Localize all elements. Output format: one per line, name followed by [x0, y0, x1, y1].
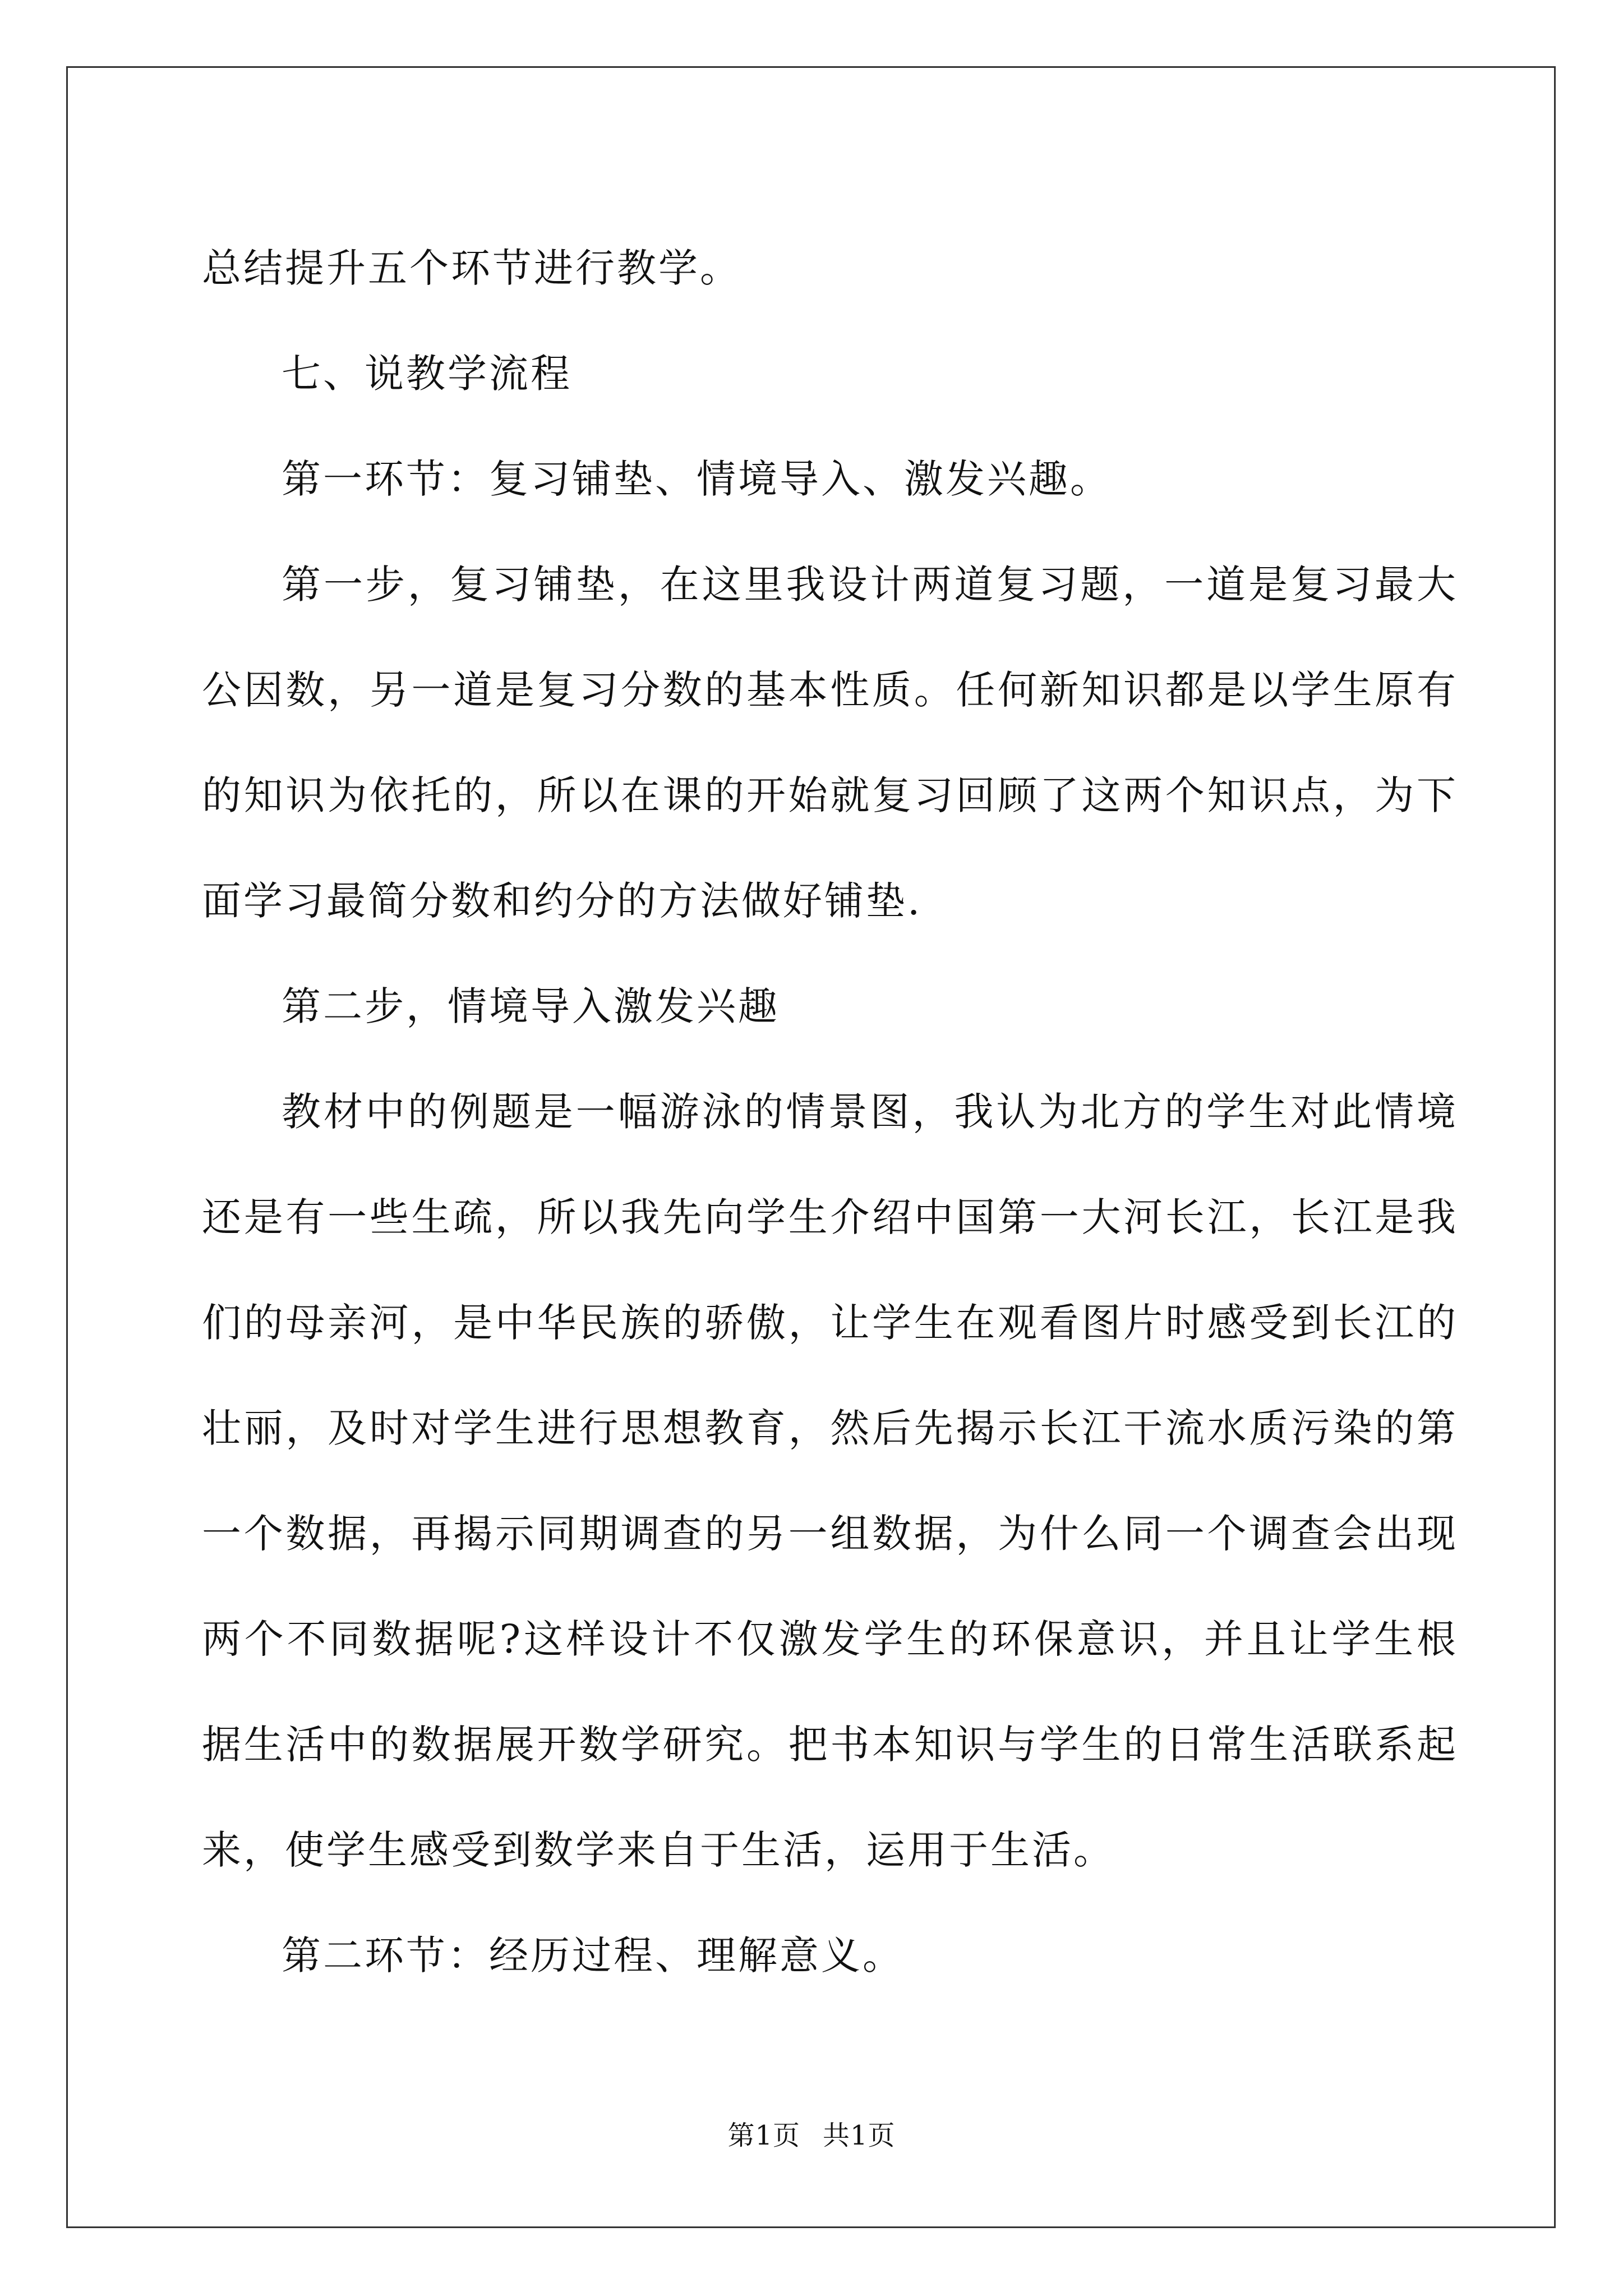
paragraph: 第一步，复习铺垫，在这里我设计两道复习题，一道是复习最大公因数，另一道是复习分数的基本性质。任何新知识都是以学生原有的知识为依托的，所以在课的开始就复习回顾了这两个知识点，为下面学习最简分数和约分的方法做好铺垫. — [202, 562, 1458, 924]
paragraph: 第二步，情境导入激发兴趣 — [282, 983, 780, 1029]
paragraph: 第二环节：经历过程、理解意义。 — [282, 1932, 904, 1978]
page-number: 第1页 — [727, 2120, 800, 2151]
paragraph: 第一环节：复习铺垫、情境导入、激发兴趣。 — [282, 456, 1112, 502]
page-total: 共1页 — [823, 2120, 896, 2151]
page-footer — [0, 2114, 1623, 2152]
section-heading: 七、说教学流程 — [282, 351, 572, 397]
paragraph: 教材中的例题是一幅游泳的情景图，我认为北方的学生对此情境还是有一些生疏，所以我先向学生介绍中国第一大河长江，长江是我们的母亲河，是中华民族的骄傲，让学生在观看图片时感受到长江的壮丽，及时对学生进行思想教育，然后先揭示长江干流水质污染的第一个数据，再揭示同期调查的另一组数据，为什么同一个调查会出现两个不同数据呢?这样设计不仅激发学生的环保意识，并且让学生根据生活中的数据展开数学研究。把书本知识与学生的日常生活联系起来，使学生感受到数学来自于生活，运用于生活。 — [202, 1089, 1458, 1873]
document-body — [202, 215, 1458, 2008]
paragraph: 总结提升五个环节进行教学。 — [202, 245, 741, 291]
